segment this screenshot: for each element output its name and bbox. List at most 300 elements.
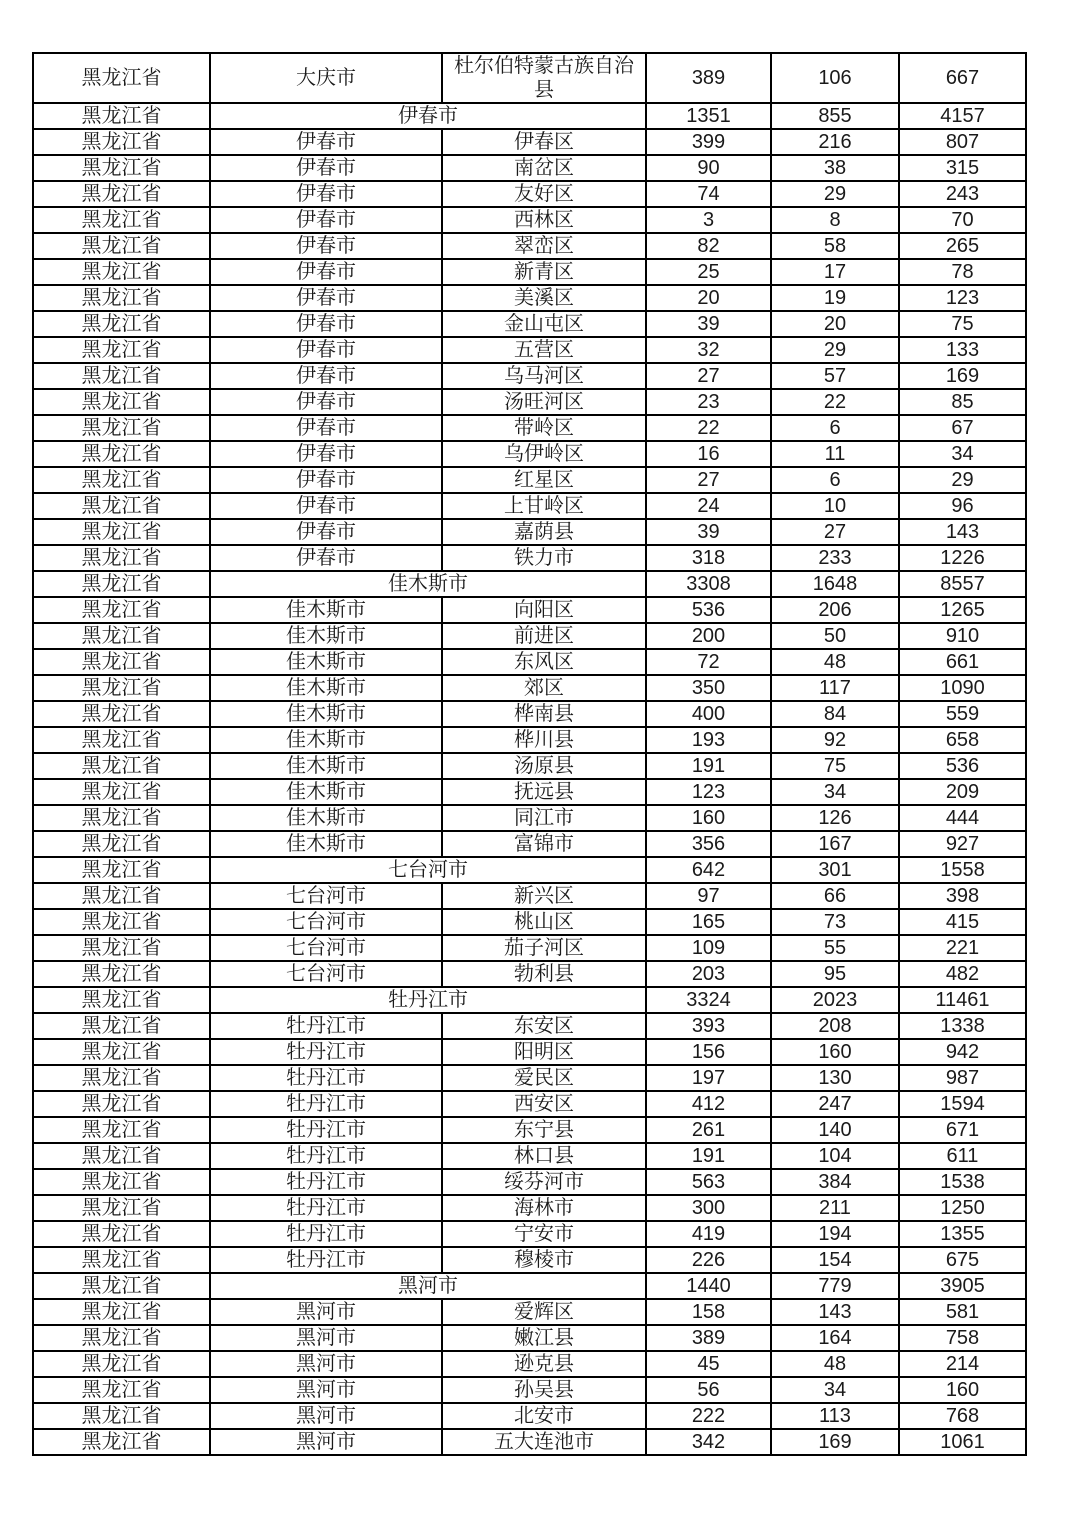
value3-cell: 70 <box>899 207 1026 233</box>
value3-cell: 611 <box>899 1143 1026 1169</box>
value1-cell: 27 <box>646 363 771 389</box>
table-row <box>33 207 1026 233</box>
table-row <box>33 1351 1026 1377</box>
table-row <box>33 649 1026 675</box>
value1-cell: 642 <box>646 857 771 883</box>
value3-cell: 78 <box>899 259 1026 285</box>
province-cell: 黑龙江省 <box>33 389 210 415</box>
table-row <box>33 1013 1026 1039</box>
value1-cell: 45 <box>646 1351 771 1377</box>
table-row <box>33 519 1026 545</box>
province-cell: 黑龙江省 <box>33 1221 210 1247</box>
value1-cell: 191 <box>646 1143 771 1169</box>
value1-cell: 342 <box>646 1429 771 1455</box>
province-cell: 黑龙江省 <box>33 337 210 363</box>
value3-cell: 768 <box>899 1403 1026 1429</box>
province-cell: 黑龙江省 <box>33 1039 210 1065</box>
province-cell: 黑龙江省 <box>33 1325 210 1351</box>
value3-cell: 927 <box>899 831 1026 857</box>
city-cell: 牡丹江市 <box>210 1169 442 1195</box>
value2-cell: 10 <box>771 493 899 519</box>
district-cell: 富锦市 <box>442 831 646 857</box>
value1-cell: 318 <box>646 545 771 571</box>
province-cell: 黑龙江省 <box>33 233 210 259</box>
value1-cell: 165 <box>646 909 771 935</box>
city-cell-merged: 七台河市 <box>210 857 646 883</box>
value2-cell: 95 <box>771 961 899 987</box>
district-cell: 汤旺河区 <box>442 389 646 415</box>
value1-cell: 222 <box>646 1403 771 1429</box>
value2-cell: 2023 <box>771 987 899 1013</box>
value1-cell: 261 <box>646 1117 771 1143</box>
value3-cell: 444 <box>899 805 1026 831</box>
value1-cell: 123 <box>646 779 771 805</box>
value1-cell: 32 <box>646 337 771 363</box>
value2-cell: 73 <box>771 909 899 935</box>
value1-cell: 23 <box>646 389 771 415</box>
district-cell: 北安市 <box>442 1403 646 1429</box>
value3-cell: 169 <box>899 363 1026 389</box>
value3-cell: 482 <box>899 961 1026 987</box>
value3-cell: 536 <box>899 753 1026 779</box>
province-cell: 黑龙江省 <box>33 909 210 935</box>
value1-cell: 356 <box>646 831 771 857</box>
district-cell: 桃山区 <box>442 909 646 935</box>
value2-cell: 92 <box>771 727 899 753</box>
city-cell: 伊春市 <box>210 129 442 155</box>
value3-cell: 581 <box>899 1299 1026 1325</box>
city-cell: 牡丹江市 <box>210 1221 442 1247</box>
value2-cell: 113 <box>771 1403 899 1429</box>
value1-cell: 109 <box>646 935 771 961</box>
province-cell: 黑龙江省 <box>33 1091 210 1117</box>
table-row <box>33 597 1026 623</box>
table-row <box>33 1247 1026 1273</box>
province-cell: 黑龙江省 <box>33 623 210 649</box>
city-cell: 黑河市 <box>210 1325 442 1351</box>
value1-cell: 72 <box>646 649 771 675</box>
table-row <box>33 1169 1026 1195</box>
city-cell: 黑河市 <box>210 1429 442 1455</box>
city-cell: 七台河市 <box>210 935 442 961</box>
value1-cell: 536 <box>646 597 771 623</box>
table-row <box>33 675 1026 701</box>
value2-cell: 27 <box>771 519 899 545</box>
value2-cell: 140 <box>771 1117 899 1143</box>
value1-cell: 27 <box>646 467 771 493</box>
city-cell: 牡丹江市 <box>210 1091 442 1117</box>
table-row <box>33 1429 1026 1455</box>
value2-cell: 169 <box>771 1429 899 1455</box>
value2-cell: 29 <box>771 337 899 363</box>
city-cell: 伊春市 <box>210 467 442 493</box>
value1-cell: 350 <box>646 675 771 701</box>
value2-cell: 6 <box>771 467 899 493</box>
value3-cell: 221 <box>899 935 1026 961</box>
table-row <box>33 337 1026 363</box>
city-cell: 黑河市 <box>210 1377 442 1403</box>
city-cell: 佳木斯市 <box>210 753 442 779</box>
district-cell: 桦南县 <box>442 701 646 727</box>
table-body <box>33 53 1026 1455</box>
province-cell: 黑龙江省 <box>33 805 210 831</box>
province-cell: 黑龙江省 <box>33 129 210 155</box>
province-cell: 黑龙江省 <box>33 857 210 883</box>
value1-cell: 97 <box>646 883 771 909</box>
city-cell: 伊春市 <box>210 441 442 467</box>
city-cell: 伊春市 <box>210 519 442 545</box>
value1-cell: 200 <box>646 623 771 649</box>
district-cell: 绥芬河市 <box>442 1169 646 1195</box>
district-cell: 阳明区 <box>442 1039 646 1065</box>
province-cell: 黑龙江省 <box>33 155 210 181</box>
table-row <box>33 909 1026 935</box>
city-cell: 黑河市 <box>210 1299 442 1325</box>
district-cell: 美溪区 <box>442 285 646 311</box>
table-row <box>33 1039 1026 1065</box>
value3-cell: 315 <box>899 155 1026 181</box>
province-cell: 黑龙江省 <box>33 103 210 129</box>
value3-cell: 75 <box>899 311 1026 337</box>
province-cell: 黑龙江省 <box>33 961 210 987</box>
province-cell: 黑龙江省 <box>33 1351 210 1377</box>
city-cell: 牡丹江市 <box>210 1065 442 1091</box>
city-cell: 伊春市 <box>210 207 442 233</box>
value1-cell: 74 <box>646 181 771 207</box>
district-cell: 新青区 <box>442 259 646 285</box>
value3-cell: 671 <box>899 1117 1026 1143</box>
value1-cell: 399 <box>646 129 771 155</box>
district-cell: 铁力市 <box>442 545 646 571</box>
value1-cell: 197 <box>646 1065 771 1091</box>
district-cell: 乌伊岭区 <box>442 441 646 467</box>
district-cell: 爱辉区 <box>442 1299 646 1325</box>
value1-cell: 3324 <box>646 987 771 1013</box>
district-cell: 杜尔伯特蒙古族自治县 <box>442 53 646 103</box>
table-row-city-subtotal <box>33 987 1026 1013</box>
district-cell: 汤原县 <box>442 753 646 779</box>
value1-cell: 203 <box>646 961 771 987</box>
city-cell: 伊春市 <box>210 285 442 311</box>
value2-cell: 17 <box>771 259 899 285</box>
province-cell: 黑龙江省 <box>33 207 210 233</box>
value3-cell: 11461 <box>899 987 1026 1013</box>
value3-cell: 1061 <box>899 1429 1026 1455</box>
table-row <box>33 1403 1026 1429</box>
province-cell: 黑龙江省 <box>33 181 210 207</box>
city-cell: 佳木斯市 <box>210 727 442 753</box>
table-row <box>33 805 1026 831</box>
district-cell: 南岔区 <box>442 155 646 181</box>
city-cell: 佳木斯市 <box>210 623 442 649</box>
table-row <box>33 155 1026 181</box>
value2-cell: 34 <box>771 779 899 805</box>
value3-cell: 661 <box>899 649 1026 675</box>
province-cell: 黑龙江省 <box>33 701 210 727</box>
city-cell: 伊春市 <box>210 259 442 285</box>
city-cell-merged: 黑河市 <box>210 1273 646 1299</box>
table-row <box>33 727 1026 753</box>
city-cell-merged: 佳木斯市 <box>210 571 646 597</box>
value3-cell: 243 <box>899 181 1026 207</box>
value3-cell: 4157 <box>899 103 1026 129</box>
province-cell: 黑龙江省 <box>33 987 210 1013</box>
value3-cell: 1265 <box>899 597 1026 623</box>
value2-cell: 164 <box>771 1325 899 1351</box>
city-cell: 佳木斯市 <box>210 831 442 857</box>
table-row <box>33 441 1026 467</box>
value2-cell: 66 <box>771 883 899 909</box>
city-cell: 伊春市 <box>210 155 442 181</box>
value2-cell: 247 <box>771 1091 899 1117</box>
value2-cell: 301 <box>771 857 899 883</box>
province-cell: 黑龙江省 <box>33 1273 210 1299</box>
district-cell: 勃利县 <box>442 961 646 987</box>
district-cell: 孙吴县 <box>442 1377 646 1403</box>
city-cell: 黑河市 <box>210 1403 442 1429</box>
value1-cell: 389 <box>646 53 771 103</box>
table-row <box>33 1117 1026 1143</box>
value2-cell: 8 <box>771 207 899 233</box>
district-cell: 乌马河区 <box>442 363 646 389</box>
city-cell: 牡丹江市 <box>210 1247 442 1273</box>
district-cell: 金山屯区 <box>442 311 646 337</box>
value2-cell: 233 <box>771 545 899 571</box>
city-cell: 伊春市 <box>210 389 442 415</box>
value1-cell: 412 <box>646 1091 771 1117</box>
value3-cell: 559 <box>899 701 1026 727</box>
city-cell: 七台河市 <box>210 961 442 987</box>
value1-cell: 393 <box>646 1013 771 1039</box>
province-cell: 黑龙江省 <box>33 753 210 779</box>
value3-cell: 209 <box>899 779 1026 805</box>
province-cell: 黑龙江省 <box>33 1299 210 1325</box>
value3-cell: 415 <box>899 909 1026 935</box>
province-cell: 黑龙江省 <box>33 727 210 753</box>
value2-cell: 106 <box>771 53 899 103</box>
value3-cell: 1558 <box>899 857 1026 883</box>
table-row <box>33 1325 1026 1351</box>
value3-cell: 96 <box>899 493 1026 519</box>
province-cell: 黑龙江省 <box>33 259 210 285</box>
city-cell: 伊春市 <box>210 233 442 259</box>
value1-cell: 3308 <box>646 571 771 597</box>
value2-cell: 216 <box>771 129 899 155</box>
province-cell: 黑龙江省 <box>33 1117 210 1143</box>
province-cell: 黑龙江省 <box>33 675 210 701</box>
value1-cell: 160 <box>646 805 771 831</box>
city-cell: 佳木斯市 <box>210 701 442 727</box>
province-cell: 黑龙江省 <box>33 883 210 909</box>
district-cell: 向阳区 <box>442 597 646 623</box>
value1-cell: 400 <box>646 701 771 727</box>
district-cell: 东安区 <box>442 1013 646 1039</box>
district-cell: 西安区 <box>442 1091 646 1117</box>
value3-cell: 67 <box>899 415 1026 441</box>
value1-cell: 419 <box>646 1221 771 1247</box>
value3-cell: 667 <box>899 53 1026 103</box>
value2-cell: 167 <box>771 831 899 857</box>
province-cell: 黑龙江省 <box>33 1403 210 1429</box>
province-cell: 黑龙江省 <box>33 1377 210 1403</box>
city-cell: 大庆市 <box>210 53 442 103</box>
city-cell: 伊春市 <box>210 363 442 389</box>
province-cell: 黑龙江省 <box>33 571 210 597</box>
table-row <box>33 311 1026 337</box>
district-cell: 郊区 <box>442 675 646 701</box>
value3-cell: 85 <box>899 389 1026 415</box>
table-row <box>33 701 1026 727</box>
province-cell: 黑龙江省 <box>33 831 210 857</box>
district-cell: 上甘岭区 <box>442 493 646 519</box>
table-row <box>33 753 1026 779</box>
province-cell: 黑龙江省 <box>33 53 210 103</box>
table-row <box>33 831 1026 857</box>
value1-cell: 22 <box>646 415 771 441</box>
value1-cell: 20 <box>646 285 771 311</box>
table-row <box>33 1143 1026 1169</box>
value2-cell: 1648 <box>771 571 899 597</box>
province-cell: 黑龙江省 <box>33 1065 210 1091</box>
district-cell: 前进区 <box>442 623 646 649</box>
province-cell: 黑龙江省 <box>33 779 210 805</box>
value2-cell: 55 <box>771 935 899 961</box>
value1-cell: 389 <box>646 1325 771 1351</box>
value2-cell: 160 <box>771 1039 899 1065</box>
value2-cell: 104 <box>771 1143 899 1169</box>
province-cell: 黑龙江省 <box>33 1195 210 1221</box>
value2-cell: 154 <box>771 1247 899 1273</box>
province-cell: 黑龙江省 <box>33 1013 210 1039</box>
city-cell: 佳木斯市 <box>210 675 442 701</box>
value1-cell: 56 <box>646 1377 771 1403</box>
province-cell: 黑龙江省 <box>33 1143 210 1169</box>
province-cell: 黑龙江省 <box>33 1429 210 1455</box>
value2-cell: 58 <box>771 233 899 259</box>
value3-cell: 3905 <box>899 1273 1026 1299</box>
value2-cell: 143 <box>771 1299 899 1325</box>
district-cell: 林口县 <box>442 1143 646 1169</box>
table-row-city-subtotal <box>33 1273 1026 1299</box>
district-cell: 东风区 <box>442 649 646 675</box>
value2-cell: 57 <box>771 363 899 389</box>
province-cell: 黑龙江省 <box>33 493 210 519</box>
district-cell: 逊克县 <box>442 1351 646 1377</box>
city-cell: 伊春市 <box>210 181 442 207</box>
city-cell: 牡丹江市 <box>210 1013 442 1039</box>
value2-cell: 34 <box>771 1377 899 1403</box>
value1-cell: 25 <box>646 259 771 285</box>
value2-cell: 117 <box>771 675 899 701</box>
district-cell: 新兴区 <box>442 883 646 909</box>
city-cell: 牡丹江市 <box>210 1143 442 1169</box>
value2-cell: 384 <box>771 1169 899 1195</box>
value3-cell: 1226 <box>899 545 1026 571</box>
table-row <box>33 935 1026 961</box>
value2-cell: 194 <box>771 1221 899 1247</box>
value2-cell: 208 <box>771 1013 899 1039</box>
value1-cell: 191 <box>646 753 771 779</box>
value3-cell: 1090 <box>899 675 1026 701</box>
value2-cell: 48 <box>771 1351 899 1377</box>
district-cell: 红星区 <box>442 467 646 493</box>
value3-cell: 1338 <box>899 1013 1026 1039</box>
table-row-city-subtotal <box>33 571 1026 597</box>
district-cell: 伊春区 <box>442 129 646 155</box>
district-cell: 五营区 <box>442 337 646 363</box>
table-row <box>33 623 1026 649</box>
table-row <box>33 1221 1026 1247</box>
value1-cell: 16 <box>646 441 771 467</box>
table-row <box>33 129 1026 155</box>
value1-cell: 39 <box>646 311 771 337</box>
value3-cell: 29 <box>899 467 1026 493</box>
table-row <box>33 545 1026 571</box>
value1-cell: 193 <box>646 727 771 753</box>
value2-cell: 11 <box>771 441 899 467</box>
value3-cell: 265 <box>899 233 1026 259</box>
district-cell: 带岭区 <box>442 415 646 441</box>
table-row <box>33 779 1026 805</box>
value3-cell: 807 <box>899 129 1026 155</box>
province-cell: 黑龙江省 <box>33 597 210 623</box>
city-cell: 七台河市 <box>210 883 442 909</box>
district-cell: 抚远县 <box>442 779 646 805</box>
table-row <box>33 467 1026 493</box>
city-cell: 伊春市 <box>210 493 442 519</box>
value3-cell: 675 <box>899 1247 1026 1273</box>
value2-cell: 75 <box>771 753 899 779</box>
value2-cell: 206 <box>771 597 899 623</box>
city-cell: 黑河市 <box>210 1351 442 1377</box>
value3-cell: 987 <box>899 1065 1026 1091</box>
value3-cell: 398 <box>899 883 1026 909</box>
value1-cell: 226 <box>646 1247 771 1273</box>
province-cell: 黑龙江省 <box>33 415 210 441</box>
value2-cell: 779 <box>771 1273 899 1299</box>
table-row <box>33 1299 1026 1325</box>
value3-cell: 758 <box>899 1325 1026 1351</box>
province-cell: 黑龙江省 <box>33 363 210 389</box>
value3-cell: 160 <box>899 1377 1026 1403</box>
table-row-city-subtotal <box>33 857 1026 883</box>
value1-cell: 158 <box>646 1299 771 1325</box>
province-cell: 黑龙江省 <box>33 467 210 493</box>
table-row <box>33 259 1026 285</box>
table-row <box>33 961 1026 987</box>
table-row <box>33 1091 1026 1117</box>
table-row-city-subtotal <box>33 103 1026 129</box>
value1-cell: 563 <box>646 1169 771 1195</box>
value2-cell: 19 <box>771 285 899 311</box>
value2-cell: 50 <box>771 623 899 649</box>
city-cell: 佳木斯市 <box>210 805 442 831</box>
value1-cell: 1351 <box>646 103 771 129</box>
value3-cell: 1594 <box>899 1091 1026 1117</box>
province-cell: 黑龙江省 <box>33 1247 210 1273</box>
province-cell: 黑龙江省 <box>33 441 210 467</box>
province-cell: 黑龙江省 <box>33 311 210 337</box>
table-row <box>33 415 1026 441</box>
district-cell: 穆棱市 <box>442 1247 646 1273</box>
value1-cell: 24 <box>646 493 771 519</box>
city-cell: 七台河市 <box>210 909 442 935</box>
value3-cell: 1250 <box>899 1195 1026 1221</box>
value3-cell: 133 <box>899 337 1026 363</box>
city-cell: 佳木斯市 <box>210 649 442 675</box>
value2-cell: 29 <box>771 181 899 207</box>
district-cell: 友好区 <box>442 181 646 207</box>
